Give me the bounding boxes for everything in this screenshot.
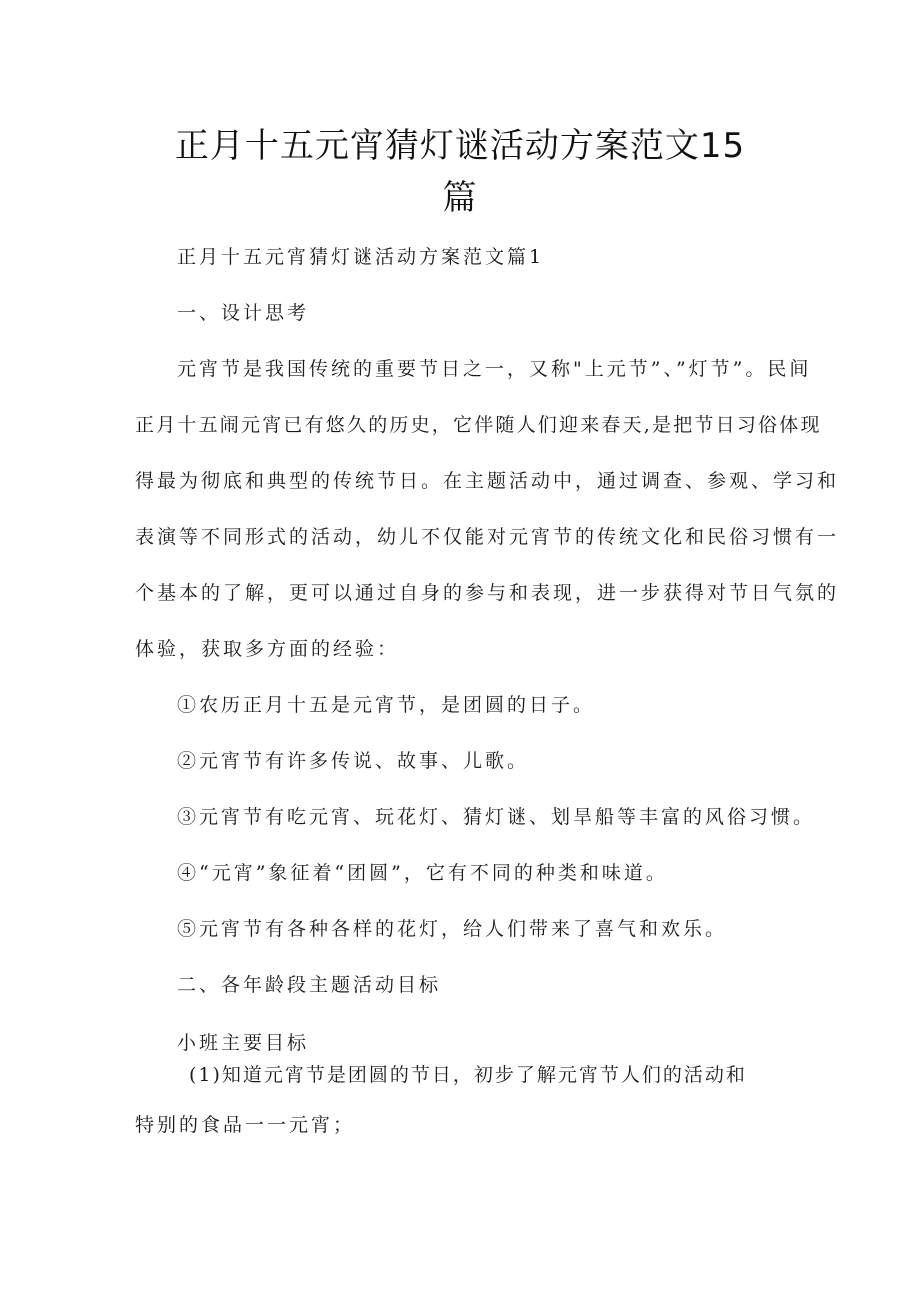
document-title-line2: 篇 xyxy=(442,178,478,218)
list-item: ③元宵节有吃元宵、玩花灯、猜灯谜、划旱船等丰富的风俗习惯。 xyxy=(177,806,816,828)
intro-line: 元宵节是我国传统的重要节日之一，又称"上元节”、”灯节”。民间 xyxy=(177,358,812,380)
intro-line: 得最为彻底和典型的传统节日。在主题活动中，通过调查、参观、学习和 xyxy=(135,470,840,492)
small-class-goal-line: 特别的食品一一元宵； xyxy=(135,1114,356,1136)
intro-line: 正月十五闹元宵已有悠久的历史，它伴随人们迎来春天,是把节日习俗体现 xyxy=(135,414,822,436)
document-subtitle: 正月十五元宵猜灯谜活动方案范文篇1 xyxy=(177,246,545,268)
list-item: ⑤元宵节有各种各样的花灯，给人们带来了喜气和欢乐。 xyxy=(177,918,728,940)
small-class-goal-line: (1)知道元宵节是团圆的节日，初步了解元宵节人们的活动和 xyxy=(189,1064,747,1086)
intro-line: 表演等不同形式的活动，幼儿不仅能对元宵节的传统文化和民俗习惯有一 xyxy=(135,526,840,548)
section1-heading: 一、设计思考 xyxy=(177,302,310,324)
small-class-heading: 小班主要目标 xyxy=(177,1032,310,1054)
list-item: ①农历正月十五是元宵节，是团圆的日子。 xyxy=(177,694,596,716)
list-item: ②元宵节有许多传说、故事、儿歌。 xyxy=(177,750,530,772)
document-title-line1: 正月十五元宵猜灯谜活动方案范文15 xyxy=(174,126,746,166)
intro-line: 体验，获取多方面的经验： xyxy=(135,638,400,660)
section2-heading: 二、各年龄段主题活动目标 xyxy=(177,974,442,996)
list-item: ④“元宵”象征着“团圆”，它有不同的种类和味道。 xyxy=(177,862,668,884)
intro-line: 个基本的了解，更可以通过自身的参与和表现，进一步获得对节日气氛的 xyxy=(135,582,840,604)
